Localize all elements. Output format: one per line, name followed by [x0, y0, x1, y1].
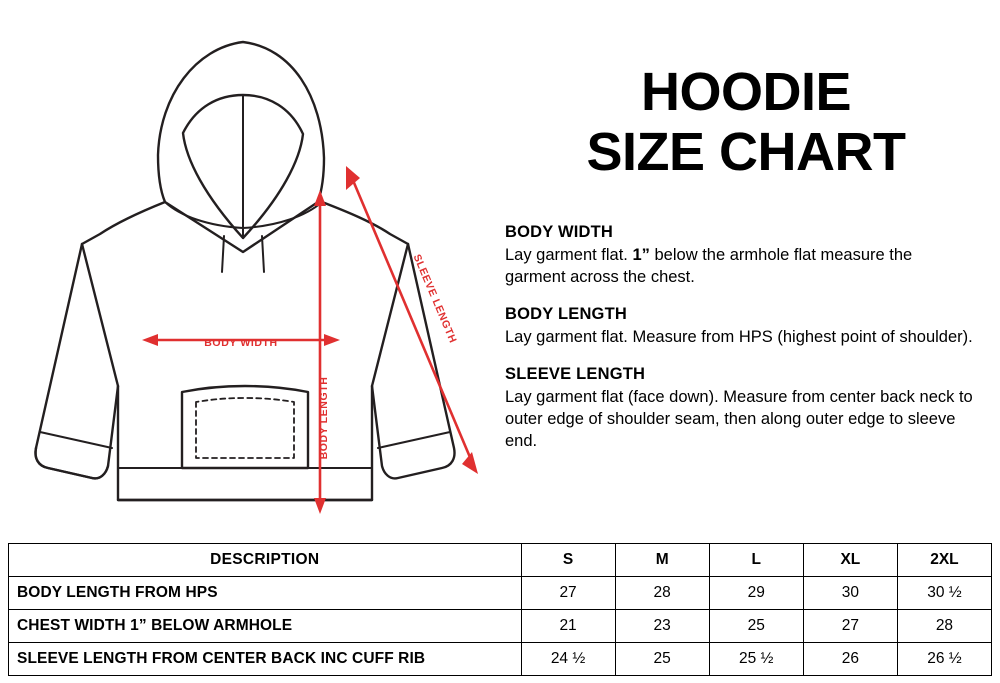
table-header-2xl: 2XL	[897, 544, 991, 577]
row-label: CHEST WIDTH 1” BELOW ARMHOLE	[9, 610, 522, 643]
cell-2xl: 26 ½	[897, 643, 991, 676]
cell-m: 25	[615, 643, 709, 676]
table-row	[9, 643, 992, 676]
page-title-line2: SIZE CHART	[586, 122, 906, 183]
table-header-xl: XL	[803, 544, 897, 577]
cell-xl: 30	[803, 577, 897, 610]
table-row	[9, 610, 992, 643]
cell-2xl: 30 ½	[897, 577, 991, 610]
cell-xl: 27	[803, 610, 897, 643]
definition-text	[505, 386, 976, 452]
measurement-definitions	[500, 223, 1000, 453]
definition-text	[505, 244, 976, 288]
row-label: BODY LENGTH FROM HPS	[9, 577, 522, 610]
definition-body-length	[505, 305, 976, 348]
cell-2xl: 28	[897, 610, 991, 643]
cell-l: 25 ½	[709, 643, 803, 676]
info-column	[500, 0, 1000, 540]
cell-s: 27	[521, 577, 615, 610]
definition-term: BODY WIDTH	[505, 222, 614, 241]
cell-s: 24 ½	[521, 643, 615, 676]
cell-m: 28	[615, 577, 709, 610]
definition-text-before: Lay garment flat. Measure from HPS (highest point of shoulder).	[505, 328, 973, 347]
size-table	[8, 543, 992, 676]
table-row	[9, 577, 992, 610]
page-title	[500, 0, 1000, 183]
table-header-row	[9, 544, 992, 577]
cell-m: 23	[615, 610, 709, 643]
label-body-length: BODY LENGTH	[318, 376, 330, 460]
label-sleeve-length: SLEEVE LENGTH	[410, 252, 459, 346]
row-label: SLEEVE LENGTH FROM CENTER BACK INC CUFF RIB	[9, 643, 522, 676]
table-header-s: S	[521, 544, 615, 577]
hoodie-illustration	[0, 0, 500, 540]
definition-emphasis: 1”	[632, 245, 650, 264]
definition-term: BODY LENGTH	[505, 305, 627, 324]
definition-body-width	[505, 223, 976, 288]
definition-text-before: Lay garment flat (face down). Measure from center back neck to outer edge of shoulder seam, then along outer edge to sleeve end.	[505, 388, 973, 451]
table-header-m: M	[615, 544, 709, 577]
definition-text-before: Lay garment flat.	[505, 245, 633, 264]
page-title-line1: HOODIE	[640, 62, 852, 122]
definition-text	[505, 326, 976, 348]
cell-l: 25	[709, 610, 803, 643]
definition-text-after: below the armhole flat measure the garment across the chest.	[505, 245, 913, 287]
table-header-description: DESCRIPTION	[9, 544, 522, 577]
cell-l: 29	[709, 577, 803, 610]
table-header-l: L	[709, 544, 803, 577]
definition-sleeve-length	[505, 365, 976, 452]
definition-term: SLEEVE LENGTH	[505, 365, 646, 384]
cell-xl: 26	[803, 643, 897, 676]
cell-s: 21	[521, 610, 615, 643]
label-body-width: BODY WIDTH	[204, 337, 278, 349]
